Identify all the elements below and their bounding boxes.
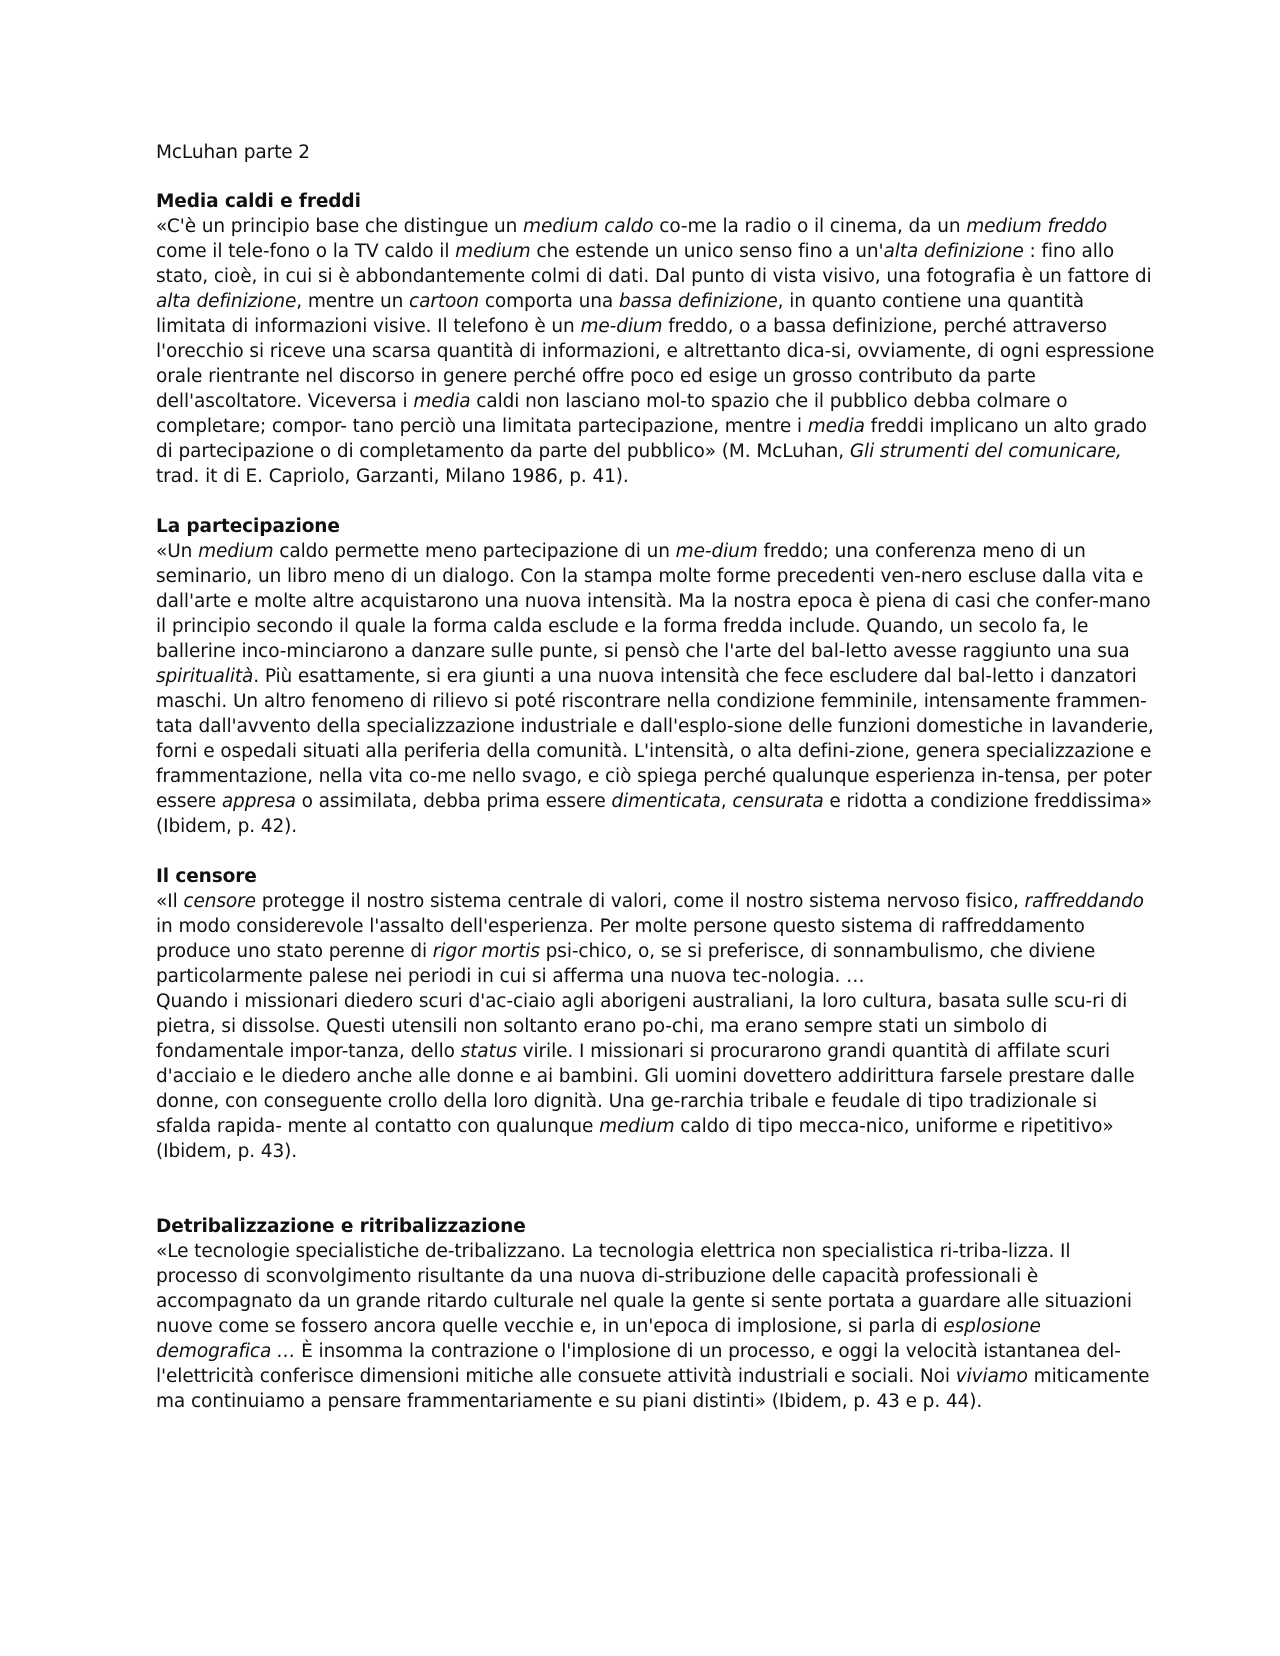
section-paragraph (156, 214, 1156, 489)
italic-run: medium (599, 1116, 675, 1137)
text-run: psi-chico, o, se si preferisce, di sonnambulismo, che diviene particolarmente palese nei periodi in cui si afferma una nuova tec-nologia. … (156, 941, 1096, 987)
section-la-partecipazione (156, 514, 1156, 839)
text-run: Quando i missionari diedero scuri d'ac-ciaio agli aborigeni australiani, la loro cultura, basata sulle scu-ri di pietra, si dissolse. Questi utensili non soltanto erano po-chi, ma erano sempre stati un simbolo di fondamentale impor-tanza, dello (156, 991, 1128, 1062)
italic-run: cartoon (409, 291, 480, 312)
text-run: come il tele-fono o la TV caldo il (156, 241, 456, 262)
section-heading: Detribalizzazione e ritribalizzazione (156, 1216, 526, 1237)
italic-run: Gli strumenti del comunicare, (849, 441, 1122, 462)
italic-run: raffreddando (1024, 891, 1144, 912)
italic-run: spiritualità (156, 666, 254, 687)
italic-run: medium caldo (523, 216, 654, 237)
section-media-caldi-e-freddi (156, 189, 1156, 489)
italic-run: censore (183, 891, 256, 912)
text-run: , in quanto contiene una quantità limitata di informazioni visive. Il telefono è un (156, 291, 1085, 337)
text-run: caldi non lasciano mol-to spazio che il pubblico debba colmare o completare; compor- tano perciò una limitata partecipazione, mentre i (156, 391, 1068, 437)
section-heading: Media caldi e freddi (156, 191, 361, 212)
italic-run: alta definizione (156, 291, 297, 312)
italic-run: medium freddo (966, 216, 1108, 237)
section-spacer (156, 1164, 1156, 1214)
italic-run: appresa (221, 791, 296, 812)
italic-run: alta definizione (883, 241, 1024, 262)
italic-run: viviamo (955, 1366, 1028, 1387)
italic-run: medium (198, 541, 274, 562)
text-run: caldo di tipo mecca-nico, uniforme e ripetitivo» (Ibidem, p. 43). (156, 1116, 1114, 1162)
text-run: trad. it di E. Capriolo, Garzanti, Milano 1986, p. 41). (156, 466, 629, 487)
italic-run: media (807, 416, 865, 437)
italic-run: media (413, 391, 471, 412)
italic-run: dimenticata (611, 791, 721, 812)
text-run: o assimilata, debba prima essere (295, 791, 612, 812)
text-run: protegge il nostro sistema centrale di valori, come il nostro sistema nervoso fisico, (255, 891, 1025, 912)
text-run: , mentre un (296, 291, 410, 312)
section-spacer (156, 839, 1156, 864)
italic-run: status (460, 1041, 517, 1062)
italic-run: censurata (732, 791, 824, 812)
text-run: , (720, 791, 733, 812)
text-run: freddi implicano un alto grado di partecipazione o di completamento da parte del pubblico» (M. McLuhan, (156, 416, 1147, 462)
italic-run: rigor mortis (432, 941, 540, 962)
section-paragraph (156, 539, 1156, 839)
text-run: miticamente ma continuiamo a pensare frammentariamente e su piani distinti» (Ibidem, p. 43 e p. 44). (156, 1366, 1150, 1412)
italic-run: me-dium (580, 316, 663, 337)
text-run: freddo, o a bassa definizione, perché attraverso l'orecchio si riceve una scarsa quantità di informazioni, e altrettanto dica-si, ovviamente, di ogni espressione orale rientrante nel discorso in genere perché offre poco ed esige un grosso contributo da parte dell'ascoltatore. Viceversa i (156, 316, 1155, 412)
italic-run: bassa definizione (618, 291, 778, 312)
section-detribalizzazione (156, 1214, 1156, 1414)
document-title: McLuhan parte 2 (156, 142, 310, 163)
text-run: freddo; una conferenza meno di un seminario, un libro meno di un dialogo. Con la stampa molte forme precedenti ven-nero escluse dalla vita e dall'arte e molte altre acquistarono una nuova intensità. Ma la nostra epoca è piena di casi che confer-mano il principio secondo il quale la forma calda esclude e la forma fredda include. Quando, un secolo fa, le ballerine inco-minciarono a danzare sulle punte, si pensò che l'arte del bal-letto avesse raggiunto una sua (156, 541, 1151, 662)
document-page (156, 140, 1156, 1414)
text-run: «Un (156, 541, 199, 562)
text-run: . Più esattamente, si era giunti a una nuova intensità che fece escludere dal bal-letto i danzatori maschi. Un altro fenomeno di rilievo si poté riscontrare nella condizione femminile, intensamente frammen-tata dall'avvento della specializzazione industriale e dall'esplo-sione delle funzioni domestiche in lavanderie, forni e ospedali situati alla periferia della comunità. L'intensità, o alta defini-zione, genera specializzazione e frammentazione, nella vita co-me nello svago, e ciò spiega perché qualunque esperienza in-tensa, per poter essere (156, 666, 1154, 812)
italic-run: me-dium (675, 541, 758, 562)
section-paragraph (156, 1239, 1156, 1414)
text-run: co-me la radio o il cinema, da un (653, 216, 967, 237)
text-run: e ridotta a condizione freddissima» (Ibidem, p. 42). (156, 791, 1153, 837)
text-run: comporta una (479, 291, 619, 312)
section-heading: Il censore (156, 866, 257, 887)
text-run: È insomma la contrazione o l'implosione di un processo, e oggi la velocità istantanea del-l'elettricità conferisce dimensioni mitiche alle consuete attività industriali e sociali. Noi (156, 1341, 1121, 1387)
text-run: : fino allo stato, cioè, in cui si è abbondantemente colmi di dati. Dal punto di vista visivo, una fotografia è un fattore di (156, 241, 1152, 287)
section-paragraph (156, 989, 1156, 1164)
text-run: caldo permette meno partecipazione di un (273, 541, 676, 562)
section-paragraph (156, 889, 1156, 989)
italic-run: medium (455, 241, 531, 262)
italic-run: esplosione demografica … (156, 1316, 1041, 1362)
text-run: che estende un unico senso fino a un' (530, 241, 884, 262)
text-run: virile. I missionari si procurarono grandi quantità di affilate scuri d'acciaio e le diedero anche alle donne e ai bambini. Gli uomini dovettero addirittura farsele prestare dalle donne, con conseguente crollo della loro dignità. Una ge-rarchia tribale e feudale di tipo tradizionale si sfalda rapida- mente al contatto con qualunque (156, 1041, 1135, 1137)
text-run: in modo considerevole l'assalto dell'esperienza. Per molte persone questo sistema di raffreddamento produce uno stato perenne di (156, 916, 1085, 962)
text-run: «Il (156, 891, 184, 912)
section-heading: La partecipazione (156, 516, 340, 537)
section-il-censore (156, 864, 1156, 1164)
text-run: «Le tecnologie specialistiche de-tribalizzano. La tecnologia elettrica non specialistica ri-triba-lizza. Il processo di sconvolgimento risultante da una nuova di-stribuzione delle capacità professionali è accompagnato da un grande ritardo culturale nel quale la gente si sente portata a guardare alle situazioni nuove come se fossero ancora quelle vecchie e, in un'epoca di implosione, si parla di (156, 1241, 1132, 1337)
section-spacer (156, 489, 1156, 514)
text-run: «C'è un principio base che distingue un (156, 216, 524, 237)
